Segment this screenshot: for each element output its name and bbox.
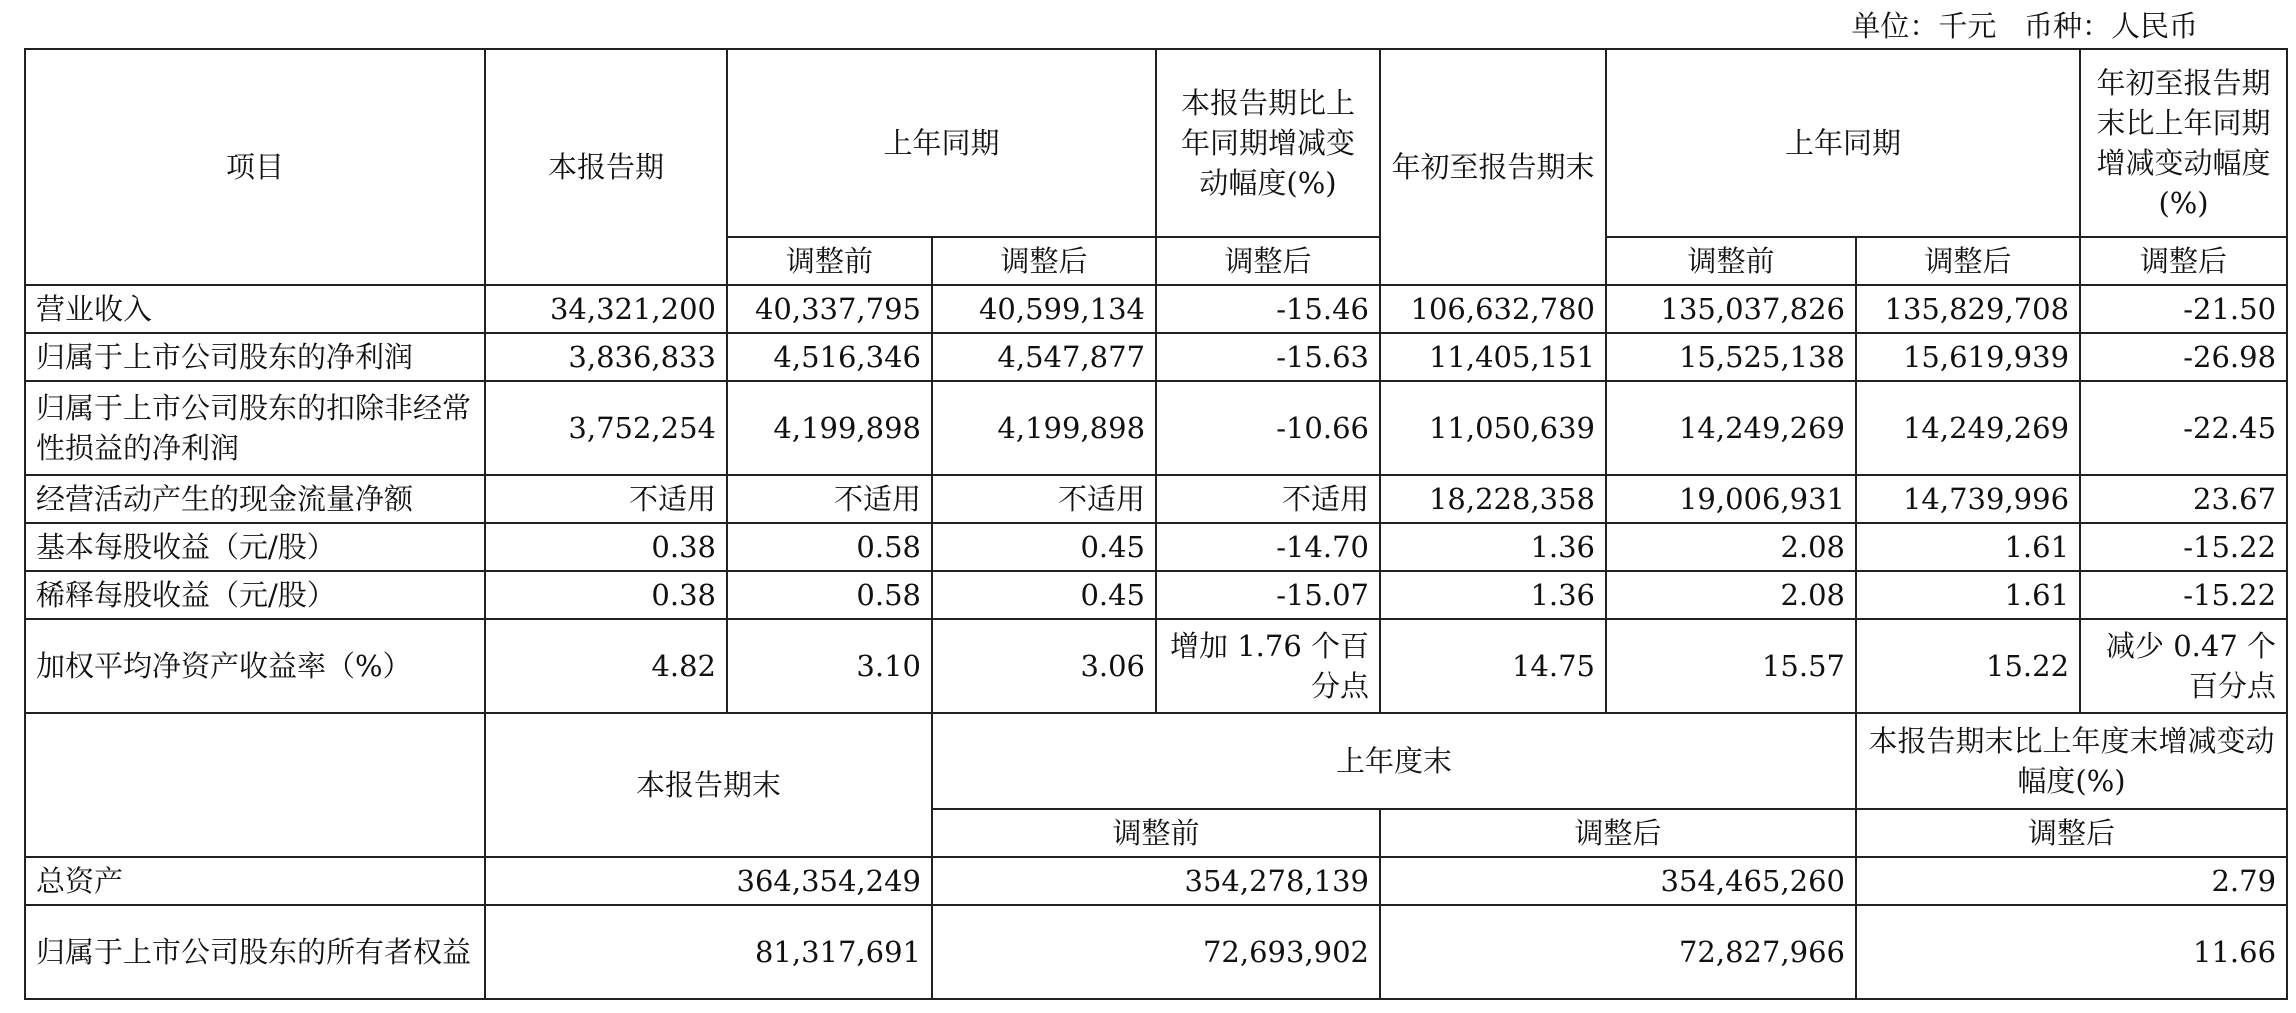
header-prev-after-adj: 调整后 [932,237,1156,285]
row-item: 归属于上市公司股东的所有者权益 [25,905,485,999]
financial-data-table [24,48,2288,1000]
cell-prev-after: 40,599,134 [932,285,1156,333]
cell-ytd: 106,632,780 [1380,285,1606,333]
cell-ytd-change: -22.45 [2080,381,2287,475]
cell-prev-after: 0.45 [932,523,1156,571]
row-item: 基本每股收益（元/股） [25,523,485,571]
cell-current: 0.38 [485,571,727,619]
header-change-ytd: 年初至报告期末比上年同期增减变动幅度(%) [2080,49,2287,237]
cell-ytd-prev-before: 19,006,931 [1606,475,1856,523]
cell-prev-before: 不适用 [727,475,932,523]
cell-current-end: 364,354,249 [485,857,932,905]
row-item: 加权平均净资产收益率（%） [25,619,485,713]
cell-ytd: 1.36 [1380,571,1606,619]
table-row [25,523,2287,571]
row-item: 营业收入 [25,285,485,333]
table-row [25,381,2287,475]
table-row [25,475,2287,523]
cell-ytd-prev-after: 1.61 [1856,523,2080,571]
cell-ytd-change: -15.22 [2080,523,2287,571]
cell-change: 不适用 [1156,475,1380,523]
cell-change: -15.07 [1156,571,1380,619]
header-current-period: 本报告期 [485,49,727,285]
header-prev-year-end: 上年度末 [932,713,1856,809]
row-item: 总资产 [25,857,485,905]
cell-year-end-before: 354,278,139 [932,857,1380,905]
cell-ytd: 1.36 [1380,523,1606,571]
header-item: 项目 [25,49,485,285]
cell-prev-before: 3.10 [727,619,932,713]
cell-ytd-prev-before: 15,525,138 [1606,333,1856,381]
cell-ytd-change: -15.22 [2080,571,2287,619]
header-prev-same-period: 上年同期 [727,49,1156,237]
unit-currency-note: 单位：千元 币种：人民币 [1851,9,2198,43]
cell-current: 不适用 [485,475,727,523]
cell-current: 4.82 [485,619,727,713]
cell-prev-after: 4,547,877 [932,333,1156,381]
cell-ytd: 11,050,639 [1380,381,1606,475]
header-change-period-end: 本报告期末比上年度末增减变动幅度(%) [1856,713,2287,809]
cell-ytd-prev-before: 15.57 [1606,619,1856,713]
cell-change: -15.46 [1156,285,1380,333]
cell-ytd: 14.75 [1380,619,1606,713]
cell-ytd-change: 23.67 [2080,475,2287,523]
cell-ytd-change: 减少 0.47 个百分点 [2080,619,2287,713]
cell-year-end-after: 72,827,966 [1380,905,1856,999]
table-row [25,857,2287,905]
row-item: 稀释每股收益（元/股） [25,571,485,619]
cell-change: -14.70 [1156,523,1380,571]
cell-ytd-prev-after: 135,829,708 [1856,285,2080,333]
header-ytd: 年初至报告期末 [1380,49,1606,285]
row-item: 归属于上市公司股东的扣除非经常性损益的净利润 [25,381,485,475]
table-row [25,619,2287,713]
cell-ytd: 18,228,358 [1380,475,1606,523]
header-current-period-end: 本报告期末 [485,713,932,857]
cell-ytd-prev-after: 15.22 [1856,619,2080,713]
table-row [25,905,2287,999]
cell-ytd-prev-after: 14,249,269 [1856,381,2080,475]
header-prev-same-ytd: 上年同期 [1606,49,2080,237]
cell-prev-before: 4,199,898 [727,381,932,475]
cell-prev-after: 不适用 [932,475,1156,523]
cell-year-end-after: 354,465,260 [1380,857,1856,905]
header-prev-before-adj: 调整前 [727,237,932,285]
cell-current: 34,321,200 [485,285,727,333]
cell-ytd: 11,405,151 [1380,333,1606,381]
cell-ytd-prev-before: 2.08 [1606,523,1856,571]
cell-prev-before: 0.58 [727,523,932,571]
cell-prev-before: 40,337,795 [727,285,932,333]
cell-current: 0.38 [485,523,727,571]
cell-change: 增加 1.76 个百分点 [1156,619,1380,713]
cell-change: -15.63 [1156,333,1380,381]
row-item: 经营活动产生的现金流量净额 [25,475,485,523]
header-year-end-before-adj: 调整前 [932,809,1380,857]
header-change-current: 本报告期比上年同期增减变动幅度(%) [1156,49,1380,237]
cell-ytd-change: -21.50 [2080,285,2287,333]
cell-ytd-prev-after: 15,619,939 [1856,333,2080,381]
cell-prev-before: 4,516,346 [727,333,932,381]
header-ytd-prev-after-adj: 调整后 [1856,237,2080,285]
row-item: 归属于上市公司股东的净利润 [25,333,485,381]
cell-ytd-prev-after: 14,739,996 [1856,475,2080,523]
cell-ytd-prev-before: 2.08 [1606,571,1856,619]
cell-current-end: 81,317,691 [485,905,932,999]
cell-ytd-change: -26.98 [2080,333,2287,381]
header-year-end-after-adj: 调整后 [1380,809,1856,857]
lower-header-blank [25,713,485,857]
table-row [25,571,2287,619]
header-ytd-prev-before-adj: 调整前 [1606,237,1856,285]
cell-current: 3,752,254 [485,381,727,475]
table-row [25,285,2287,333]
cell-end-change: 11.66 [1856,905,2287,999]
cell-prev-before: 0.58 [727,571,932,619]
cell-year-end-before: 72,693,902 [932,905,1380,999]
header-ytd-change-after-adj: 调整后 [2080,237,2287,285]
cell-prev-after: 0.45 [932,571,1156,619]
cell-current: 3,836,833 [485,333,727,381]
cell-prev-after: 4,199,898 [932,381,1156,475]
cell-change: -10.66 [1156,381,1380,475]
cell-ytd-prev-before: 14,249,269 [1606,381,1856,475]
cell-end-change: 2.79 [1856,857,2287,905]
cell-ytd-prev-before: 135,037,826 [1606,285,1856,333]
header-change-after-adj: 调整后 [1156,237,1380,285]
header-change-end-after-adj: 调整后 [1856,809,2287,857]
table-row [25,333,2287,381]
cell-ytd-prev-after: 1.61 [1856,571,2080,619]
cell-prev-after: 3.06 [932,619,1156,713]
